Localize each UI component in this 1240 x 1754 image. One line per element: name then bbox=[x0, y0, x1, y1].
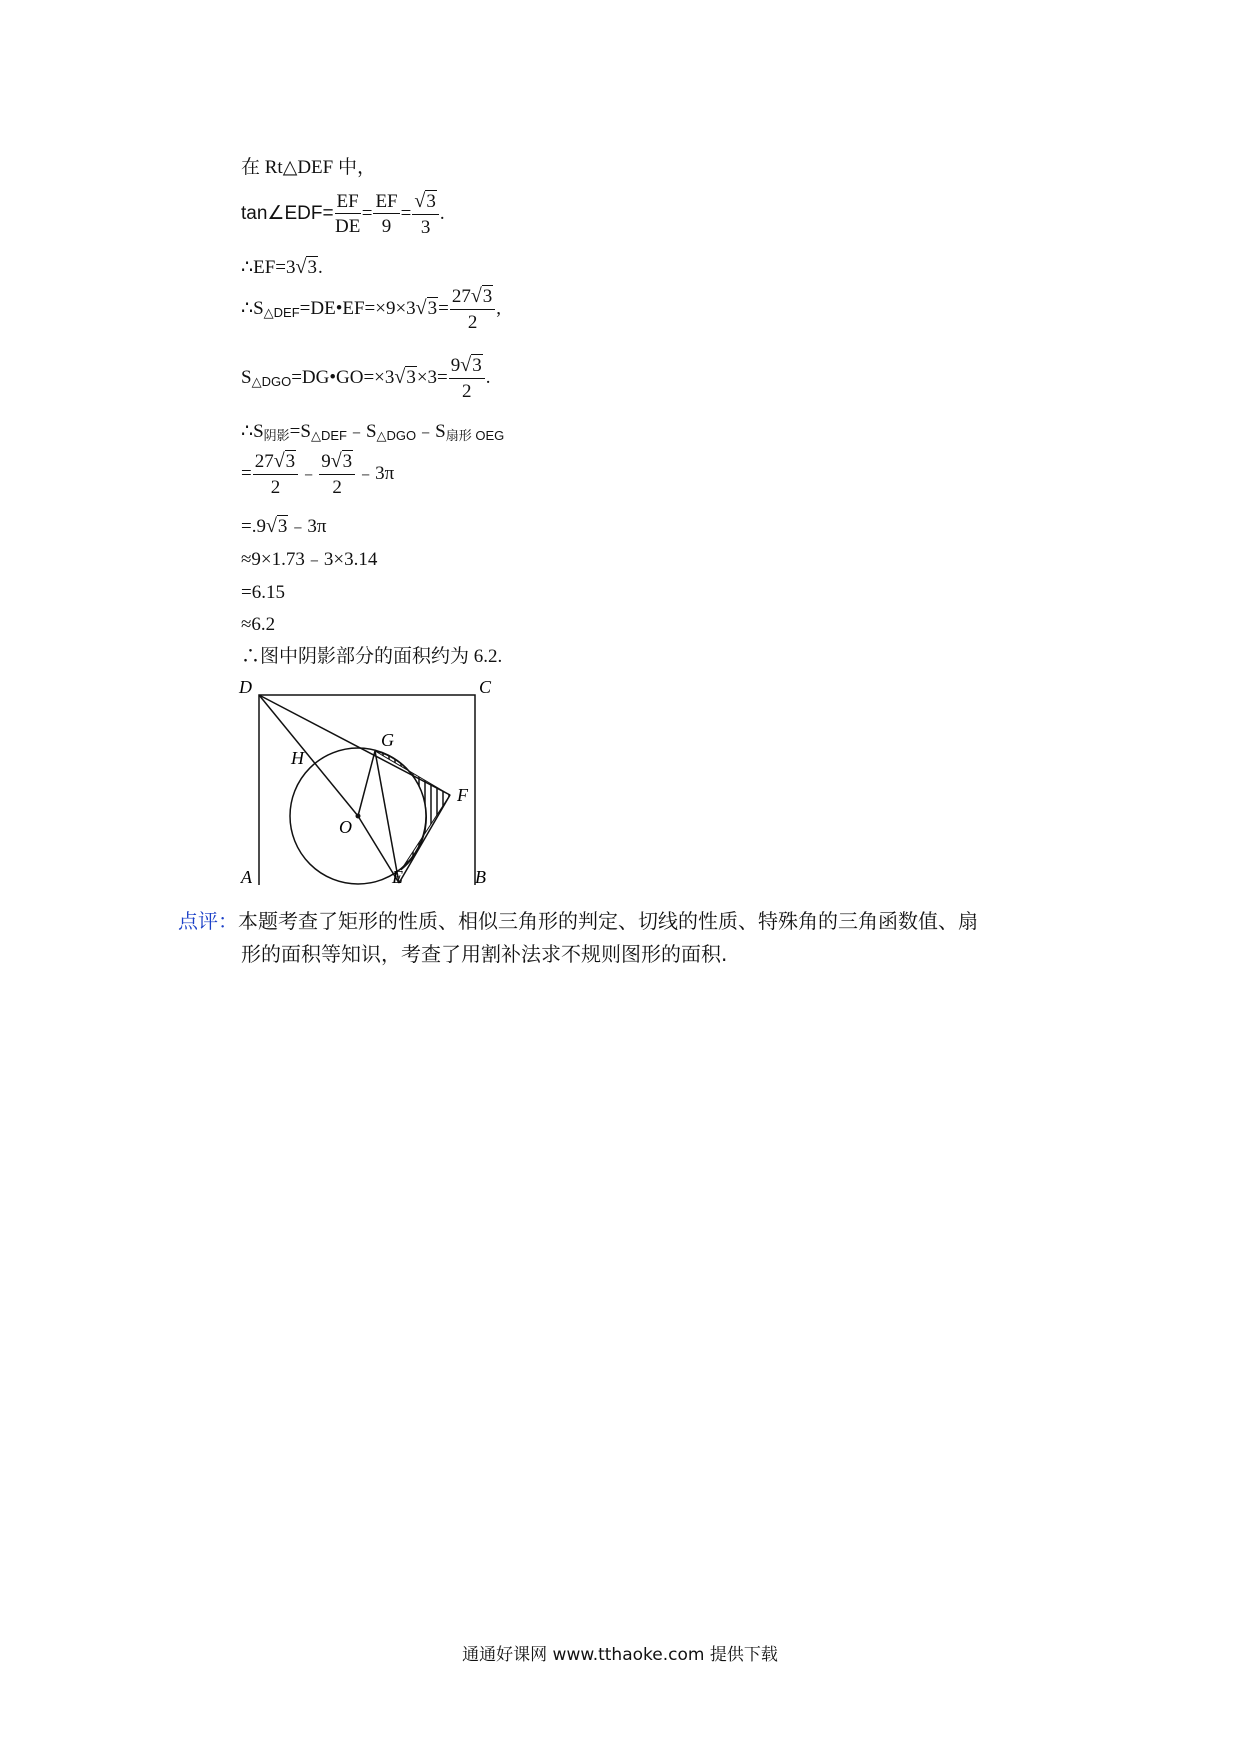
solution-line-1: 在 Rt△DEF 中， bbox=[241, 157, 376, 178]
fraction-ef-9: $\frac{EF}{9}$ bbox=[375, 191, 398, 238]
page-footer: 通通好课网 www.tthaoke.com 提供下载 bbox=[462, 1645, 778, 1665]
segment-df bbox=[259, 695, 450, 795]
solution-line-6: $\therefore S_{阴影}=S_{\triangle DEF}﹣S_{\triangle DGO}﹣S_{扇形 OEG}$ bbox=[241, 421, 505, 443]
comment-text-1: 本题考查了矩形的性质、相似三角形的判定、切线的性质、特殊角的三角函数值、扇 bbox=[238, 909, 978, 933]
solution-line-3: ∴EF=3√3. bbox=[241, 256, 323, 278]
label-b: B bbox=[475, 867, 486, 885]
fraction-9root3-2: $\frac{9√3}{2}$ bbox=[449, 356, 485, 401]
fraction-ef-de: $\frac{EF}{DE}$ bbox=[334, 191, 361, 238]
solution-line-9: ≈9×1.73﹣3×3.14 bbox=[241, 549, 378, 570]
solution-line-11: ≈6.2 bbox=[241, 614, 276, 635]
label-f: F bbox=[457, 785, 468, 805]
fraction-27root3-2: $\frac{27√3}{2}$ bbox=[450, 287, 495, 332]
solution-line-8: =.9√3﹣3π bbox=[241, 515, 327, 537]
label-h: H bbox=[291, 748, 304, 768]
comment-label: 点评： bbox=[178, 909, 238, 933]
rectangle-abcd bbox=[259, 695, 475, 885]
fraction-27root3-2-b: $\frac{27√3}{2}$ bbox=[253, 452, 298, 497]
comment-block bbox=[178, 905, 1078, 971]
fraction-root3-3: $\frac{√3}{3}$ bbox=[412, 192, 438, 237]
fraction-9root3-2-b: $\frac{9√3}{2}$ bbox=[319, 452, 355, 497]
solution-line-10: =6.15 bbox=[241, 582, 285, 603]
label-a: A bbox=[241, 867, 252, 885]
solution-line-7: = $\frac{27√3}{2}$ ﹣ $\frac{9√3}{2}$ ﹣3π bbox=[241, 450, 395, 498]
label-d: D bbox=[239, 677, 252, 697]
segment-og bbox=[358, 751, 375, 816]
segment-do bbox=[259, 695, 358, 816]
label-c: C bbox=[479, 677, 492, 697]
comment-text-2: 形的面积等知识，考查了用割补法求不规则图形的面积. bbox=[241, 942, 728, 966]
label-e: E bbox=[392, 867, 403, 885]
label-g: G bbox=[381, 730, 394, 750]
solution-line-12: ∴图中阴影部分的面积约为 6.2. bbox=[241, 646, 503, 667]
center-dot bbox=[356, 814, 361, 819]
label-o: O bbox=[339, 817, 352, 837]
solution-line-4: $\therefore S_{\triangle DEF}=DE•EF=\times 9\times 3√3=$ $\frac{27√3}{2}$ , bbox=[241, 285, 502, 333]
solution-line-2: tan∠EDF= $\frac{EF}{DE}$ = $\frac{EF}{9}$ = $\frac{√3}{3}$ . bbox=[241, 190, 445, 238]
geometry-figure bbox=[236, 675, 516, 885]
tan-prefix: tan∠EDF= bbox=[241, 202, 334, 224]
solution-line-5: $S_{\triangle DGO}=DG•GO=\times 3√3\times 3=$ $\frac{9√3}{2}$ . bbox=[241, 354, 491, 402]
segment-ef bbox=[399, 795, 450, 883]
